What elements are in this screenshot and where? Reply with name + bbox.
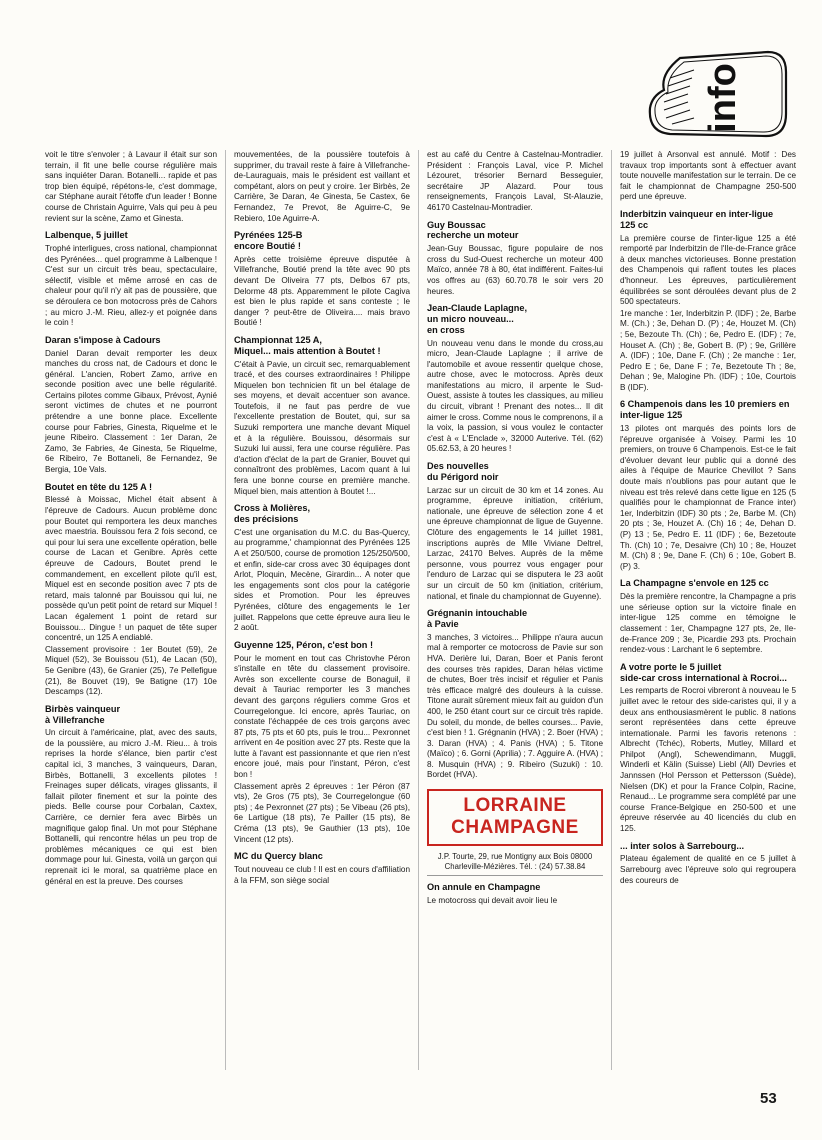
heading-line: Boutet en tête du 125 A ! (45, 481, 153, 492)
heading-line: Championnat 125 A, (234, 334, 322, 345)
article-paragraph: C'est une organisation du M.C. du Bas-Quercy, au programme,' championnat des Pyrénées 125 A et 250/500, course de promotion 125/250/500, et enfin, side-car cross avec 30 équipages dont Arlot, Ploquin, Mecène, Girardin... A noter que les engagements sont clos pour la catégorie sides et Promotion. Pour les épreuves Pyrénées, clôture des engagements le 1er juillet. Rappelons que cette épreuve aura lieu le 2 août. (234, 527, 410, 633)
heading-line: du Périgord noir (427, 471, 499, 482)
article-heading (234, 503, 410, 525)
heading-line: un micro nouveau... (427, 313, 514, 324)
heading-line: inter-ligue 125 (620, 410, 683, 421)
heading-line: 125 cc (620, 219, 649, 230)
article-paragraph: mouvementées, de la poussière toutefois à supprimer, du travail reste à faire à Villefranche-de-Lauraguais, mais le président est vaillant et compétant, alors on peut y croire. 1er Birbès, 2e Carrière, 3e Daran, 4e Ginesta, 5e Castex, 6e Fernandez, 7e Prevot, 8e Aguirre-C, 9e Rebiero, 10e Aguirre-A. (234, 150, 410, 223)
heading-line: Des nouvelles (427, 461, 489, 472)
article-heading (427, 882, 603, 893)
article-paragraph: La première course de l'inter-ligue 125 a été remporté par Inderbitzin de l'Ile-de-France grâce à deux manches victorieuses. Bonne prestation des Champenois qui raflent toutes les places d'honneur. Les épreuves, particulièrement équilibrées se sont déroulées devant plus de 2 500 spectateurs. (620, 233, 796, 307)
heading-line: Lalbenque, 5 juillet (45, 230, 128, 241)
heading-line: A votre porte le 5 juillet (620, 661, 722, 672)
page-number: 53 (760, 1090, 777, 1107)
article-heading (45, 482, 217, 493)
lorraine-champagne-box (427, 789, 603, 846)
article-heading (234, 851, 410, 862)
article-heading (620, 399, 796, 421)
article-paragraph: Un circuit à l'américaine, plat, avec des sauts, de la poussière, au micro J.-M. Rieu... à trois reprises la horde s'élance, bien partir c'est capital ici, 3 manches, 3 vainqueurs, Daran, Birbès, Bottanelli, 3 excellents pilotes ! Freinages super délicats, virages glissants, il fallait piloter finement et sur la pointe des pieds. Belle course pour Corbalan, Caxtex, Carrière, ce dernier fera avec Birbès un magnifique galop final. Un mot pour Stéphane Bottanelli, qui rencontre hélas un peu trop de problèmes mécaniques ce qui est bien dommage pour lui. Ginesta, voilà un garçon qui reprenait ici le moral, sa quatrième place en général en est la preuve. Des courses (45, 728, 217, 886)
article-paragraph: Blessé à Moissac, Michel était absent à l'épreuve de Cadours. Aucun problème donc pour Boutet qui remportera les deux manches avec maestria. Bouissou fera 2 fois second, ce qui pour lui sera une excellente opération, belle course de Lacan et Genibre. Après cette épreuve de Cadours, Boutet prend le commandement, en excellent pilote qu'il est, Miquel est en seconde position avec 7 pts de retard, mais talonné par Bouissou qui lui, ne possède qu'un petit point de retard sur Miquel ! Lacan également 1 point de retard sur Bouissou... Dingue ! un paquet de tête super concentré, un 125 A endiablé. (45, 495, 217, 643)
article-paragraph: C'était à Pavie, un circuit sec, remarquablement tracé, et des courses extraordinaires ! Philippe Miquelen bon technicien fit un bel étalage de ses moyens, et devait accentuer son avance. Toutefois, il ne faut pas perdre de vue l'excellente prestation de Boutet, qui, sur sa Suzuki remportera une manche devant Miquel et à la régulière. Bouissou, désormais sur Suzuki lui aussi, fera une course régulière. Pas d'action d'éclat de la part de Granier, Bouvet qui connaîtront des problèmes, Lacom quant à lui fera une bonne course en première manche. Miquel bien, mais attention à Boutet !... (234, 359, 410, 496)
article-paragraph: Le motocross qui devait avoir lieu le (427, 895, 558, 905)
article-heading (234, 335, 410, 357)
article-paragraph: 3 manches, 3 victoires... Philippe n'aura aucun mal à remporter ce motocross de Pavie sur son HVA. Derière lui, Daran, Boer et Panis feront des courses très rapides, Daran hélas victime de chutes, Boer très incisif et régulier et Panis très efficace malgré des douleurs à la cuisse. Titone aurait sûrement mieux fait au guidon d'un 400, le 250 étant court sur ce circuit très rapide. Du soleil, du monde, de belles courses... Pavie, c'est bien ! 1. Grégnanin (HVA) ; 2. Boer (HVA) ; 3. Daran (HVA) ; 4. Panis (HVA) ; 5. Titone (Maïco) ; 6. Gorni (Aprilia) ; 7. Agguire A. (HVA) ; 8. Musquin (HVA) ; 9. Ribeiro (Suzuki) : 10. Bordet (HVA). (427, 632, 603, 780)
heading-line: 6 Champenois dans les 10 premiers en (620, 399, 790, 410)
info-logo-graphic (640, 48, 790, 140)
ad-title-line1: LORRAINE (463, 795, 567, 817)
heading-line: La Champagne s'envole en 125 cc (620, 578, 769, 589)
heading-line: MC du Quercy blanc (234, 851, 323, 862)
heading-line: side-car cross international à Rocroi... (620, 672, 787, 683)
article-heading (234, 640, 410, 651)
article-heading (620, 578, 796, 589)
article-paragraph: Classement après 2 épreuves : 1er Péron (87 vts), 2e Gros (75 pts), 3e Courregelongue (60 pts) ; 4e Pexronnet (27 pts) ; 5e Vibeau (26 pts), 6e Lartigue (18 pts), 7e Pailler (15 pts), 8e Créma (13 pts), 9e Gauthier (13 pts), 10e Vincent (12 pts). (234, 781, 410, 844)
article-paragraph: Tout nouveau ce club ! Il est en cours d'affiliation à la FFM, son siège social (234, 865, 410, 885)
column-4 (620, 150, 796, 887)
heading-line: Birbès vainqueur (45, 703, 121, 714)
column-2 (234, 150, 410, 887)
article-heading (620, 209, 796, 231)
column-divider (225, 150, 226, 1070)
heading-line: des précisions (234, 514, 299, 525)
heading-line: à Pavie (427, 618, 459, 629)
article-paragraph: est au café du Centre à Castelnau-Montradier. Président : François Laval, vice P. Michel Lézouret, trésorier Bernard Besseguier, secrétaire JP Alazard. Pour tous renseignements, François Laval, St-Alauzie, 46170 Castelnau-Montradier. (427, 150, 603, 212)
article-paragraph: Trophé interligues, cross national, championnat des Pyrénées... quel programme à Lalbenque ! C'est sur un circuit très beau, spectaculaire, sélectif, visible et même arrosé en cas de chaleur pour qu'il n'y ait pas de poussière, que se déroulera ce bon motocross près de Cahors ; au micro J.-M. Rieu, allez-y et poignée dans le coin ! (45, 243, 217, 328)
column-1 (45, 150, 217, 888)
article-heading (427, 461, 603, 483)
heading-line: Pyrénées 125-B (234, 230, 303, 241)
heading-line: Miquel... mais attention à Boutet ! (234, 345, 381, 356)
article-heading (45, 230, 217, 241)
article-heading (620, 662, 796, 684)
article-paragraph: voit le titre s'envoler ; à Lavaur il était sur son terrain, il fit une belle course régulière mais sans inquiéter Daran. Botanelli... rapide et pas trop bien équipé, répétons-le, c'est dommage, car Stéphane aurait l'étoffe d'un leader ! Bonne course de Christain Aguirre, Vals qui peu à peu revient sur la scène, Zamo et Ginesta. (45, 150, 217, 223)
article-paragraph: 13 pilotes ont marqués des points lors de l'épreuve organisée à Voisey. Parmi les 10 premiers, on trouve 6 Champenois. Est-ce le fait d'évoluer devant leur public qui a donné des ailes à l'équipe de Maurice Chevillot ? Sans doute mais n'oublions pas pour autant que le niveau est très relevé dans cette ligue en 125 (5 qualifiés pour le championnat de France inter) 1er, Inderbitzin (IDF) 30 pts ; 2e, Barbe M. (Ch) 20 pts ; 3e, Houzet A. (Ch) 16 ; 4e, Dehan D. (P) 13 ; 5e, Pedro E. 11 (IDF) ; 6e, Bezetoute Th. (Ch) 10 ; 7e, Desaivre (Ch) 10 ; 8e, Houzet M. (Ch) 8 ; 9e, Dane F. (Ch) 6 ; 10e, Gobert B. (P) 3. (620, 424, 796, 571)
heading-line: Guyenne 125, Péron, c'est bon ! (234, 639, 374, 650)
heading-line: Guy Boussac (427, 219, 486, 230)
heading-line: Jean-Claude Laplagne, (427, 303, 528, 314)
article-paragraph: Un nouveau venu dans le monde du cross,au micro, Jean-Claude Laplagne ; il arrive de l'automobile et avoue ressentir quelque chose, autre chose, avec le motocross. Après deux manifestations au micro, il arpente le Sud-Ouest, assiste à toutes les classiques, au milieu du circuit, vibrant ! Prenant des notes... Il dit aimer le cross. Comme nous le comprenons, il a la voix, la passion, si vous voulez le contacter c'est à « L'Enclade », 32000 Auterive. Tél. (62) 05.62.53, à 20 heures ! (427, 338, 603, 454)
column-divider (611, 150, 612, 1070)
article-paragraph: Plateau également de qualité en ce 5 juillet à Sarrebourg avec l'épreuve solo qui regroupera des coureurs de (620, 854, 796, 885)
ad-address: J.P. Tourte, 29, rue Montigny aux Bois 08000 Charleville-Mézières. Tél. : (24) 57.38.84 (437, 852, 593, 871)
article-heading (620, 841, 796, 852)
article-paragraph: Daniel Daran devait remporter les deux manches du cross nat, de Cadours et donc le général. L'ancien, Robert Zamo, arrive en seconde position avec une belle régularité. Certains pilotes comme Gibaux, Prévost, Aynié seront victimes de chutes et ne pourront prétendre a une bonne place. Excellente course pour Fabries, Ginesta, Riquelme et le jeune Ribeiro. Classement : 1er Daran, 2e Zamo, 3e Fabries, 4e Ginesta, 5e Riquelme, 6e Ribeiro, 7e Bottaneli, 8e Fernandez, 9e Bergia, 10e Vals. (45, 348, 217, 475)
article-heading (234, 230, 410, 252)
column-3-bottom (427, 882, 603, 906)
article-heading (45, 704, 217, 726)
article-heading (45, 335, 217, 346)
heading-line: Cross à Molières, (234, 503, 311, 514)
article-paragraph: Les remparts de Rocroi vibreront à nouveau le 5 juillet avec le retour des side-caristes qui, il y a deux ans enthousiasmèrent le public. 8 nations seront représentées dans cette épreuve internationale. Parmi les favoris retenons : Albrecht (Tchéc), Roberts, Mutley, Millard et Philpot (Angl), Schewendimann, Muggli, Winderli et Kälin (Suisse) Liebl (All) Devries et Jannssen (Hol Persson et Pettersson (Suède), Nielsen (DK) et pour la France Colpin, Racine, Renaud... Le programme sera complété par une course France-Belgique en 250-500 et une épreuve réservée au 40 licenciés du club en 125. (620, 686, 796, 834)
article-heading (427, 608, 603, 630)
article-paragraph: Larzac sur un circuit de 30 km et 14 zones. Au programme, épreuve initiation, critérium, nationale, une épreuve de sélection zone 4 et une épreuve championnat de ligue de Guyenne. Clôture des engagements le 14 juillet 1981, inscriptions auprès de Mlle Viviane Deltrel, Larzac, 24170 Belves. Auprès de la même personne, vous pourrez vous engager pour l'enduro de Larzac qui se disputera le 23 août sur un circuit de 50 km (initiation, critérium, national, et finale du championnat de Guyenne). (427, 485, 603, 601)
article-paragraph: 1re manche : 1er, Inderbitzin P. (IDF) ; 2e, Barbe M. (Ch.) ; 3e, Dehan D. (P) ; 4e, Houzet M. (Ch) ; 5e, Bezoute Th. (Ch) ; 6e, Pedro E. (IDF) ; 7e, Houset A. (Ch) ; 8e, Gobert B. (P) ; 9e, Grillère A. (IDF) ; 10e, Dane F. (Ch) ; 2e manche : 1er, Pedro E ; 6e, Dane F ; 7e, Bezetoute Th ; 8e, Dehan ; 9e, Malogine Ph. (IDF) ; 10e, Courtois B (IDF). (620, 308, 796, 392)
column-3-top (427, 150, 603, 781)
article-paragraph: Pour le moment en tout cas Christovhe Péron s'installe en tête du classement provisoire. Avrès son excellente course de Bonaguil, il devait à Tauriac remporter les 3 manches devant des garçons réguliers comme Gros et Courregelongue. Ici encore, après Tauriac, on constate l'échappée de ces trois garçons avec 87 pts, 75 pts et 60 pts, puis le trou... Pexronnet arrivent en 4e position avec 27 pts. Reste que la lutte à l'avant est passionnante et que rien n'est encore joué, mais pour l'instant, Péron, c'est bon ! (234, 653, 410, 780)
heading-line: Inderbitzin vainqueur en inter-ligue (620, 208, 774, 219)
heading-line: On annule en Champagne (427, 882, 541, 893)
article-paragraph: Dès la première rencontre, la Champagne a pris une sérieuse option sur la victoire finale en inter-ligue 125 comme en témoigne le classement : 1er, Champagne 127 pts, 2e, Ile-de-France 209 ; 3e, Picardie 293 pts. Prochain rendez-vous : Larchant le 6 septembre. (620, 592, 796, 655)
column-divider (418, 150, 419, 1070)
article-paragraph: 19 juillet à Arsonval est annulé. Motif : Des travaux trop importants sont à effectuer avant toute nouvelle manifestation sur le terrain. De ce fait le championnat de Champagne 250-500 perd une épreuve. (620, 150, 796, 202)
heading-line: en cross (427, 324, 465, 335)
article-paragraph: Classement provisoire : 1er Boutet (59), 2e Miquel (52), 3e Bouissou (51), 4e Lacan (50), 5e Genibre (43), 6e Granier (25), 7e Pellefigue (21), 8e Bouvet (19), 9e Batigne (17) 10e Descamps (12). (45, 644, 217, 697)
article-heading (427, 303, 603, 335)
heading-line: recherche un moteur (427, 230, 519, 241)
ad-title-line2: CHAMPAGNE (451, 817, 579, 839)
article-paragraph: Après cette troisième épreuve disputée à Villefranche, Boutié prend la tête avec 90 pts devant De Oliveira 77 pts, Delbos 67 pts, Delorme 48 pts. Apparemment le pilote Cagiva est bien le plus rapide et sans conteste ; le danger ? peut-être de Oliveira.... mais bravo Boutié ! (234, 254, 410, 328)
heading-line: à Villefranche (45, 714, 105, 725)
article-heading (427, 220, 603, 242)
ad-address-block (427, 852, 603, 876)
heading-line: Grégnanin intouchable (427, 608, 528, 619)
column-3 (427, 150, 603, 907)
info-logo-text: info (702, 63, 744, 133)
heading-line: ... inter solos à Sarrebourg... (620, 840, 745, 851)
info-logo (640, 48, 790, 140)
heading-line: Daran s'impose à Cadours (45, 334, 161, 345)
article-paragraph: Jean-Guy Boussac, figure populaire de nos cross du Sud-Ouest recherche un moteur 400 Maïco, année 78 à 80, état indifférent. Faites-lui vos offres au (63) 60.70.78 le soir vers 20 heures. (427, 244, 603, 296)
heading-line: encore Boutié ! (234, 240, 301, 251)
